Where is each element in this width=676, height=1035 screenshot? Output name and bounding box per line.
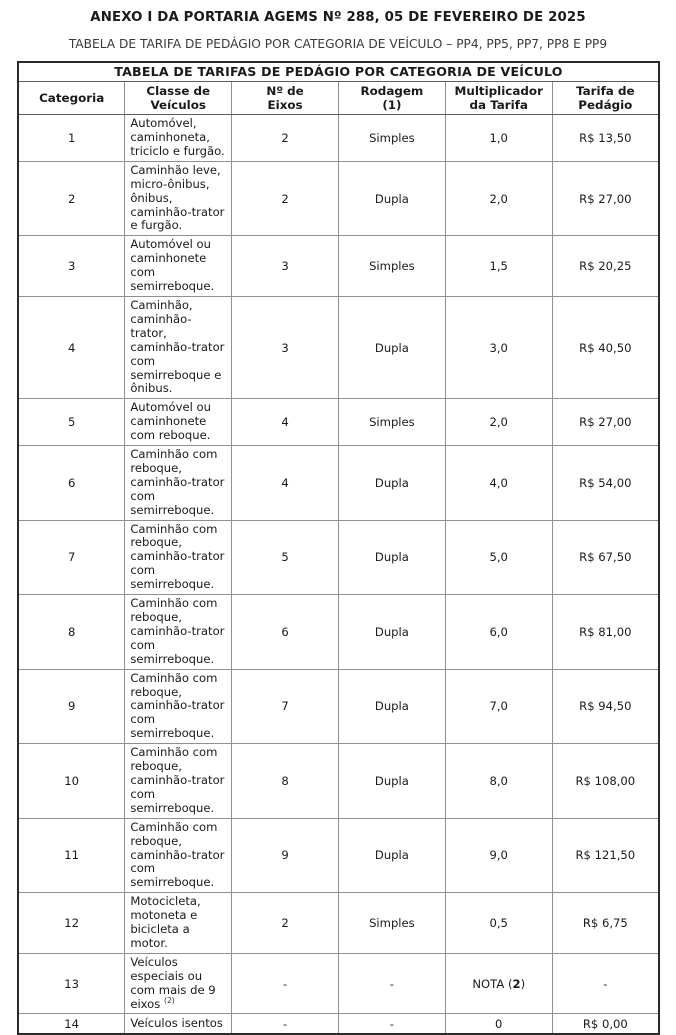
cell-rodagem: Simples [338, 399, 445, 446]
column-header-tarifa-line2: Pedágio [578, 98, 633, 113]
cell-tarifa-pedagio: - [552, 953, 659, 1014]
cell-numero-eixos: - [232, 1014, 339, 1034]
cell-categoria: 7 [18, 520, 125, 595]
cell-multiplicador-tarifa: 7,0 [445, 669, 552, 744]
cell-tarifa-pedagio: R$ 67,50 [552, 520, 659, 595]
table-row [18, 893, 659, 954]
column-header-multiplicador [445, 82, 552, 115]
table-row [18, 1014, 659, 1034]
document-subtitle: TABELA DE TARIFA DE PEDÁGIO POR CATEGORIA DE VEÍCULO – PP4, PP5, PP7, PP8 E PP9 [68, 36, 608, 51]
toll-fee-table [17, 61, 660, 1035]
table-row [18, 296, 659, 398]
cell-numero-eixos: 9 [232, 818, 339, 893]
cell-classe-veiculos [125, 161, 232, 236]
cell-categoria: 5 [18, 399, 125, 446]
cell-classe-veiculos [125, 296, 232, 398]
cell-classe-veiculos [125, 893, 232, 954]
classe-text: Automóvel, caminhoneta, triciclo e furgão. [130, 116, 225, 158]
cell-multiplicador-tarifa: 2,0 [445, 399, 552, 446]
table-row [18, 744, 659, 819]
table-body [18, 115, 659, 1034]
classe-text: Caminhão com reboque, caminhão-trator com semirreboque. [130, 521, 225, 592]
column-header-classe-veiculos [125, 82, 232, 115]
table-row [18, 115, 659, 162]
cell-rodagem: Dupla [338, 446, 445, 521]
toll-fee-table-container [17, 61, 660, 1035]
cell-classe-veiculos [125, 236, 232, 297]
cell-tarifa-pedagio: R$ 27,00 [552, 161, 659, 236]
cell-numero-eixos: 6 [232, 595, 339, 670]
cell-multiplicador-tarifa: 8,0 [445, 744, 552, 819]
classe-text: Motocicleta, motoneta e bicicleta a motor. [130, 894, 201, 950]
classe-text: Caminhão com reboque, caminhão-trator com semirreboque. [130, 670, 225, 741]
cell-multiplicador-tarifa: 1,5 [445, 236, 552, 297]
cell-numero-eixos: 3 [232, 296, 339, 398]
column-header-multiplicador-line2: da Tarifa [469, 98, 528, 113]
cell-tarifa-pedagio: R$ 20,25 [552, 236, 659, 297]
classe-text: Caminhão com reboque, caminhão-trator com semirreboque. [130, 447, 225, 517]
table-row [18, 236, 659, 297]
cell-numero-eixos: 2 [232, 893, 339, 954]
table-banner-title: TABELA DE TARIFAS DE PEDÁGIO POR CATEGORIA DE VEÍCULO [18, 62, 659, 82]
classe-text: Caminhão leve, micro-ônibus, ônibus, caminhão-trator e furgão. [130, 162, 225, 233]
classe-text: Automóvel ou caminhonete com reboque. [130, 400, 211, 443]
cell-numero-eixos: 4 [232, 399, 339, 446]
table-row [18, 953, 659, 1014]
cell-numero-eixos: 4 [232, 446, 339, 521]
cell-multiplicador-tarifa: 0 [445, 1014, 552, 1034]
cell-tarifa-pedagio: R$ 81,00 [552, 595, 659, 670]
cell-tarifa-pedagio: R$ 40,50 [552, 296, 659, 398]
cell-numero-eixos: 2 [232, 115, 339, 162]
cell-classe-veiculos [125, 399, 232, 446]
cell-numero-eixos: 8 [232, 744, 339, 819]
cell-rodagem: Simples [338, 893, 445, 954]
cell-numero-eixos: 7 [232, 669, 339, 744]
cell-rodagem: Dupla [338, 669, 445, 744]
cell-rodagem: Dupla [338, 161, 445, 236]
cell-categoria: 12 [18, 893, 125, 954]
cell-categoria: 2 [18, 161, 125, 236]
cell-tarifa-pedagio: R$ 94,50 [552, 669, 659, 744]
cell-rodagem: - [338, 1014, 445, 1034]
cell-classe-veiculos [125, 669, 232, 744]
cell-rodagem: Dupla [338, 744, 445, 819]
cell-tarifa-pedagio: R$ 27,00 [552, 399, 659, 446]
column-header-categoria-line1: Categoria [39, 91, 105, 106]
cell-categoria: 4 [18, 296, 125, 398]
cell-categoria: 1 [18, 115, 125, 162]
cell-classe-veiculos [125, 115, 232, 162]
column-header-eixos-line1: Nº de [266, 84, 304, 98]
table-head [18, 62, 659, 115]
cell-categoria: 13 [18, 953, 125, 1014]
cell-categoria: 6 [18, 446, 125, 521]
classe-text: Caminhão com reboque, caminhão-trator com semirreboque. [130, 745, 225, 815]
cell-classe-veiculos [125, 744, 232, 819]
cell-numero-eixos: 2 [232, 161, 339, 236]
table-column-header-row [18, 82, 659, 115]
cell-multiplicador-tarifa: 1,0 [445, 115, 552, 162]
classe-text: Veículos isentos [130, 1015, 223, 1030]
classe-note-reference: (2) [164, 995, 175, 1005]
cell-rodagem: Dupla [338, 520, 445, 595]
cell-classe-veiculos [125, 818, 232, 893]
table-row [18, 520, 659, 595]
cell-rodagem: Dupla [338, 296, 445, 398]
table-banner-row [18, 62, 659, 82]
column-header-rodagem-line1: Rodagem [360, 84, 424, 98]
multiplicador-note-number: 2 [512, 976, 521, 991]
cell-multiplicador-tarifa: 4,0 [445, 446, 552, 521]
column-header-classe-line1: Classe de Veículos [146, 84, 211, 113]
cell-multiplicador-tarifa: 9,0 [445, 818, 552, 893]
cell-tarifa-pedagio: R$ 13,50 [552, 115, 659, 162]
cell-classe-veiculos [125, 520, 232, 595]
cell-classe-veiculos [125, 446, 232, 521]
cell-tarifa-pedagio: R$ 121,50 [552, 818, 659, 893]
cell-numero-eixos: - [232, 953, 339, 1014]
cell-categoria: 8 [18, 595, 125, 670]
cell-categoria: 14 [18, 1014, 125, 1034]
cell-tarifa-pedagio: R$ 6,75 [552, 893, 659, 954]
cell-categoria: 3 [18, 236, 125, 297]
classe-text: Caminhão com reboque, caminhão-trator com semirreboque. [130, 819, 225, 890]
cell-rodagem: Simples [338, 236, 445, 297]
classe-text: Caminhão com reboque, caminhão-trator com semirreboque. [130, 596, 225, 666]
cell-rodagem: Simples [338, 115, 445, 162]
table-row [18, 161, 659, 236]
column-header-rodagem-line2: (1) [382, 98, 402, 113]
cell-tarifa-pedagio: R$ 108,00 [552, 744, 659, 819]
cell-tarifa-pedagio: R$ 54,00 [552, 446, 659, 521]
classe-text: Veículos especiais ou com mais de 9 eixos [130, 954, 216, 1011]
cell-numero-eixos: 5 [232, 520, 339, 595]
table-row [18, 818, 659, 893]
cell-tarifa-pedagio: R$ 0,00 [552, 1014, 659, 1034]
classe-text: Automóvel ou caminhonete com semirreboque. [130, 237, 215, 294]
document-title: ANEXO I DA PORTARIA AGEMS Nº 288, 05 DE FEVEREIRO DE 2025 [90, 10, 586, 25]
cell-multiplicador-tarifa: 6,0 [445, 595, 552, 670]
column-header-multiplicador-line1: Multiplicador [454, 84, 543, 98]
cell-categoria: 9 [18, 669, 125, 744]
table-row [18, 399, 659, 446]
table-row [18, 669, 659, 744]
cell-categoria: 11 [18, 818, 125, 893]
column-header-eixos-line2: Eixos [267, 98, 303, 113]
multiplicador-prefix: NOTA ( [472, 976, 513, 991]
table-row [18, 595, 659, 670]
cell-classe-veiculos [125, 953, 232, 1014]
cell-rodagem: - [338, 953, 445, 1014]
column-header-tarifa-line1: Tarifa de [576, 84, 635, 98]
classe-text: Caminhão, caminhão-trator, caminhão-trator com semirreboque e ônibus. [130, 297, 225, 396]
cell-multiplicador-tarifa: 2,0 [445, 161, 552, 236]
column-header-tarifa-pedagio [552, 82, 659, 115]
cell-classe-veiculos [125, 595, 232, 670]
multiplicador-suffix: ) [520, 976, 526, 991]
cell-multiplicador-tarifa [445, 953, 552, 1014]
cell-multiplicador-tarifa: 0,5 [445, 893, 552, 954]
table-row [18, 446, 659, 521]
cell-multiplicador-tarifa: 5,0 [445, 520, 552, 595]
cell-rodagem: Dupla [338, 595, 445, 670]
column-header-categoria [18, 82, 125, 115]
cell-categoria: 10 [18, 744, 125, 819]
column-header-numero-eixos [232, 82, 339, 115]
cell-classe-veiculos [125, 1014, 232, 1034]
cell-multiplicador-tarifa: 3,0 [445, 296, 552, 398]
column-header-rodagem [338, 82, 445, 115]
cell-rodagem: Dupla [338, 818, 445, 893]
cell-numero-eixos: 3 [232, 236, 339, 297]
